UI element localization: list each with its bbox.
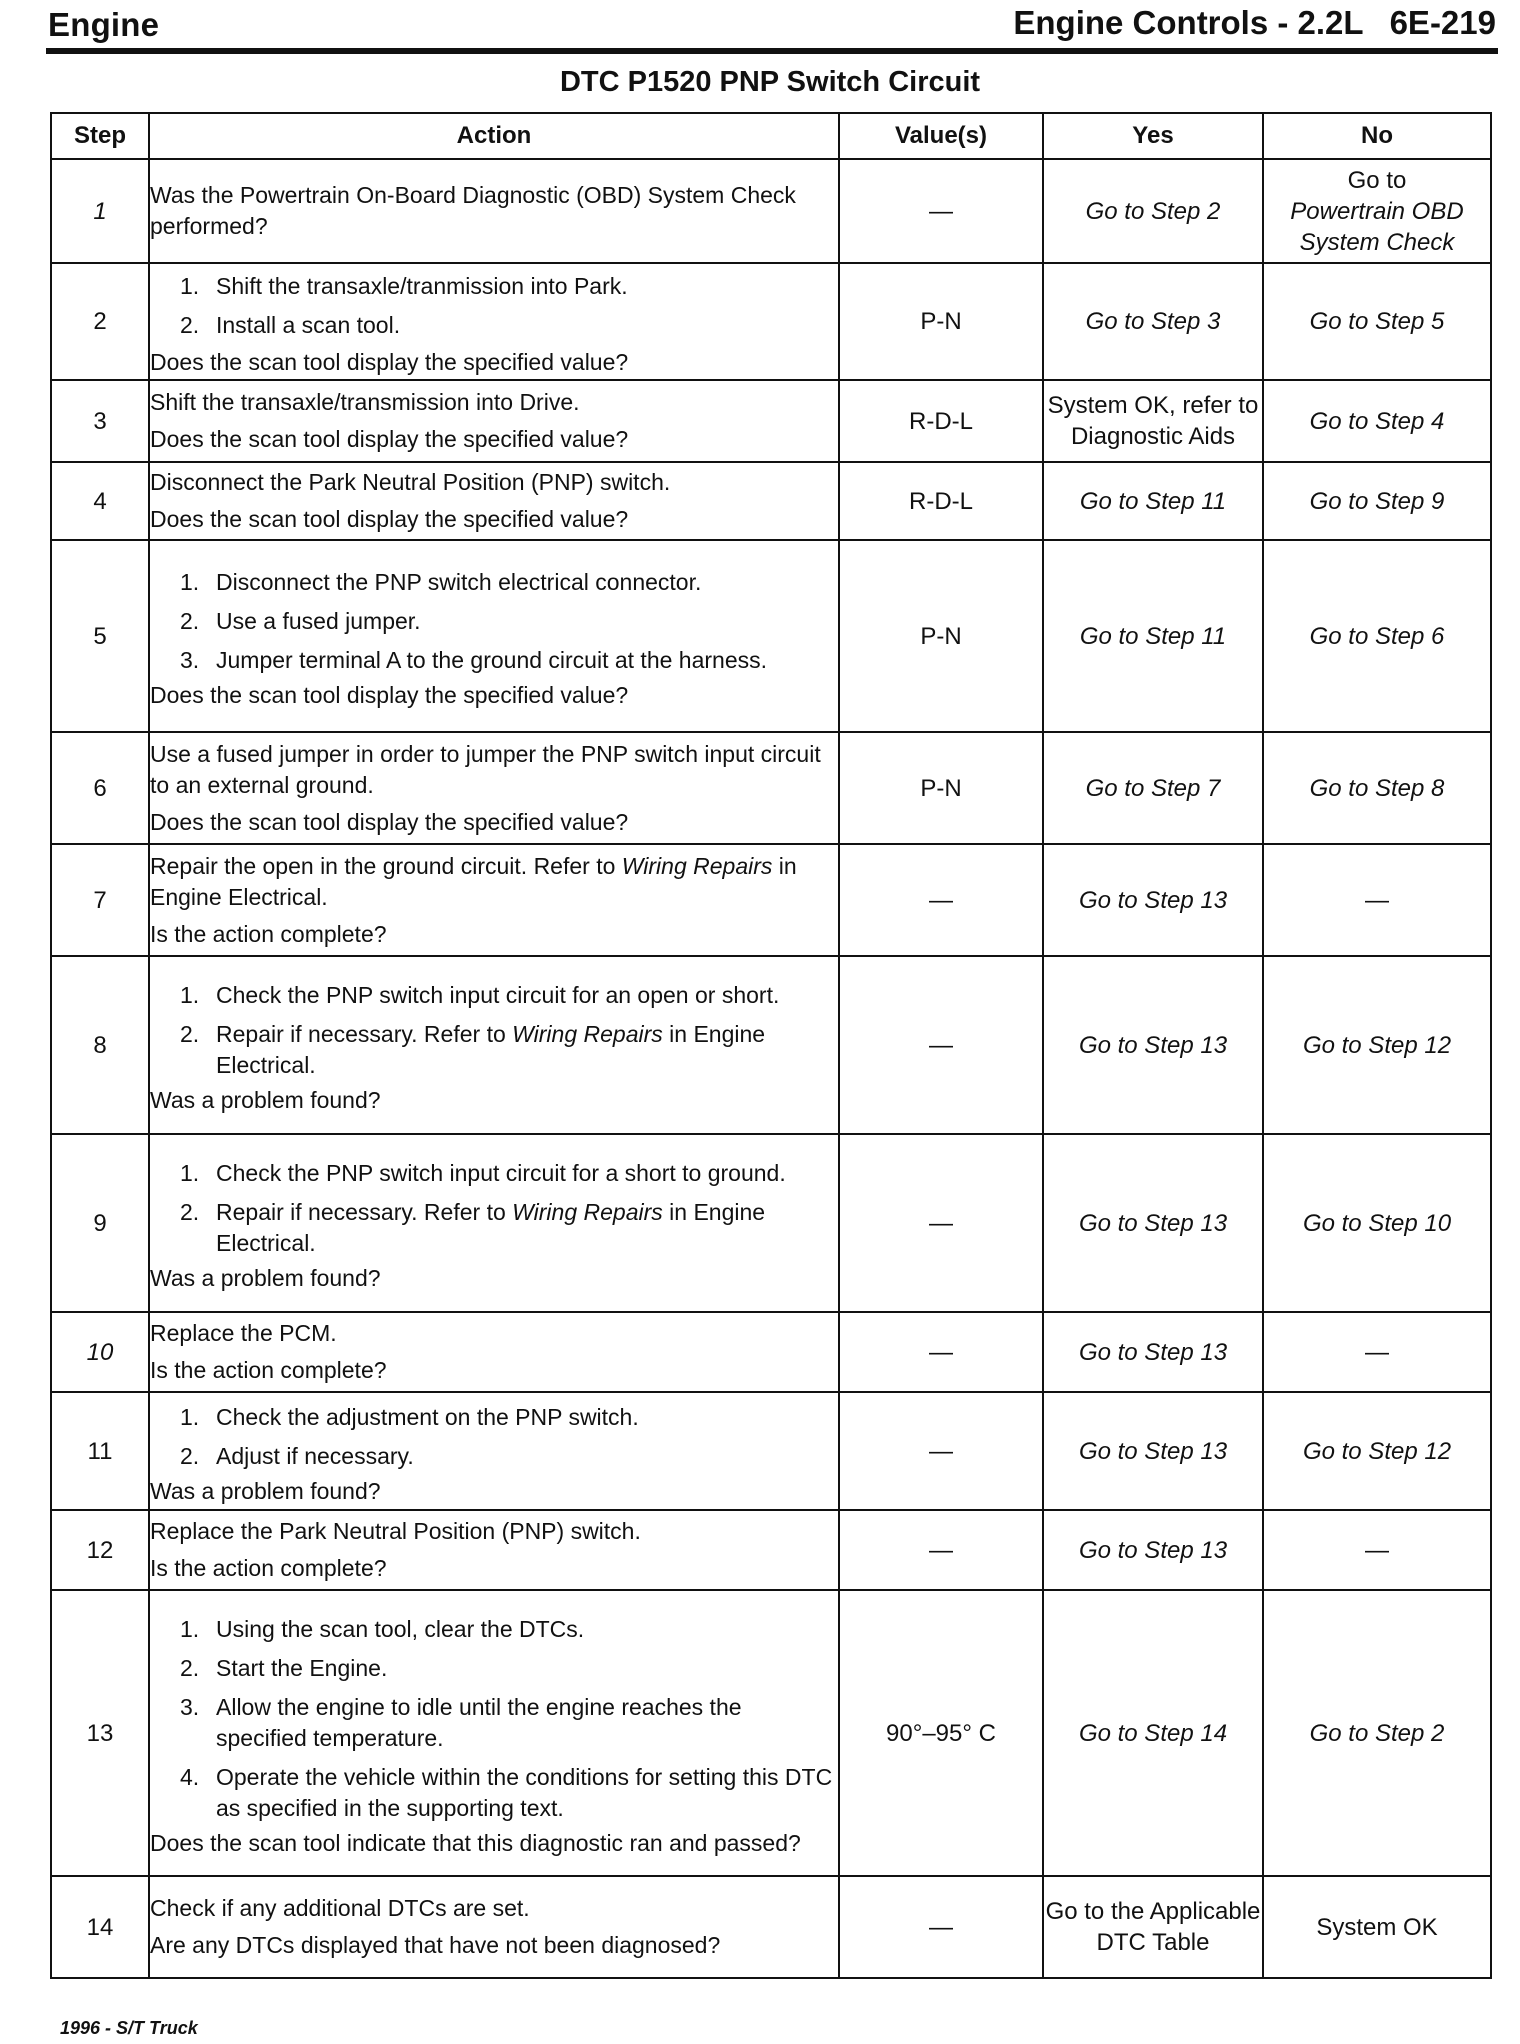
value-cell: P-N	[839, 540, 1043, 732]
step-number: 2	[51, 263, 149, 380]
no-cell: Go to Step 12	[1263, 956, 1491, 1134]
action-item: 2. Repair if necessary. Refer to Wiring Repairs in Engine Electrical.	[180, 1021, 766, 1078]
action-cell	[149, 1312, 839, 1392]
action-cell	[149, 1392, 839, 1510]
no-cell: Go to Step 9	[1263, 462, 1491, 540]
yes-cell: Go to Step 13	[1043, 956, 1263, 1134]
value-cell: —	[839, 1392, 1043, 1510]
col-no: No	[1263, 113, 1491, 159]
no-cell: Go to Step 10	[1263, 1134, 1491, 1312]
table-row	[51, 462, 1491, 540]
action-text: Shift the transaxle/transmission into Drive.	[150, 389, 580, 415]
table-row	[51, 732, 1491, 844]
action-cell	[149, 380, 839, 462]
action-item: 1. Shift the transaxle/tranmission into Park.	[180, 273, 628, 299]
action-question: Does the scan tool display the specified value?	[150, 682, 629, 708]
no-cell: Go to Step 12	[1263, 1392, 1491, 1510]
header-right	[1013, 4, 1496, 42]
value-cell: R-D-L	[839, 462, 1043, 540]
action-cell	[149, 1134, 839, 1312]
page-footer: 1996 - S/T Truck	[60, 2018, 198, 2038]
action-item: 1. Disconnect the PNP switch electrical connector.	[180, 569, 702, 595]
no-cell: Go to Step 2	[1263, 1590, 1491, 1876]
yes-cell: Go to Step 13	[1043, 1134, 1263, 1312]
action-text: Disconnect the Park Neutral Position (PNP) switch.	[150, 469, 671, 495]
action-item: 2. Adjust if necessary.	[180, 1442, 414, 1469]
yes-cell: Go to Step 3	[1043, 263, 1263, 380]
no-cell	[1263, 159, 1491, 263]
value-cell: R-D-L	[839, 380, 1043, 462]
step-number: 11	[51, 1392, 149, 1510]
step-number: 8	[51, 956, 149, 1134]
yes-cell: Go to Step 13	[1043, 1510, 1263, 1590]
action-text: Repair the open in the ground circuit. Refer to Wiring Repairs in Engine Electrical.	[150, 852, 797, 910]
action-item: 2. Repair if necessary. Refer to Wiring Repairs in Engine Electrical.	[180, 1199, 766, 1256]
no-cell: —	[1263, 1312, 1491, 1392]
yes-cell: System OK, refer to Diagnostic Aids	[1043, 380, 1263, 462]
value-cell: —	[839, 844, 1043, 956]
table-row	[51, 1312, 1491, 1392]
value-cell: P-N	[839, 732, 1043, 844]
action-item: 2. Start the Engine.	[180, 1654, 388, 1681]
step-number: 6	[51, 732, 149, 844]
value-cell: P-N	[839, 263, 1043, 380]
action-question: Was a problem found?	[150, 1087, 381, 1113]
step-number: 12	[51, 1510, 149, 1590]
table-row	[51, 380, 1491, 462]
table-row	[51, 1876, 1491, 1978]
action-item: 3. Jumper terminal A to the ground circuit at the harness.	[180, 647, 768, 673]
action-item: 2. Install a scan tool.	[180, 312, 401, 338]
value-cell: —	[839, 956, 1043, 1134]
no-cell: Go to Step 6	[1263, 540, 1491, 732]
no-cell: Go to Step 5	[1263, 263, 1491, 380]
action-item: 3. Allow the engine to idle until the engine reaches the specified temperature.	[180, 1693, 742, 1751]
action-question: Does the scan tool display the specified value?	[150, 808, 629, 835]
action-question: Was a problem found?	[150, 1265, 381, 1291]
col-step: Step	[51, 113, 149, 159]
no-ref: Powertrain OBD System Check	[1290, 197, 1464, 256]
value-cell: —	[839, 1134, 1043, 1312]
action-text: Check if any additional DTCs are set.	[150, 1895, 530, 1921]
value-cell: —	[839, 1510, 1043, 1590]
action-question: Is the action complete?	[150, 1555, 387, 1581]
action-cell	[149, 462, 839, 540]
action-cell	[149, 732, 839, 844]
yes-cell: Go to the Applicable DTC Table	[1043, 1876, 1263, 1978]
header-rule	[46, 48, 1498, 54]
diagnostic-table	[50, 112, 1492, 1979]
action-item: 1. Check the PNP switch input circuit for a short to ground.	[180, 1160, 786, 1186]
value-cell: —	[839, 1312, 1043, 1392]
yes-cell: Go to Step 2	[1043, 159, 1263, 263]
table-row	[51, 263, 1491, 380]
action-question: Does the scan tool display the specified value?	[150, 349, 629, 375]
step-number: 3	[51, 380, 149, 462]
yes-cell: Go to Step 13	[1043, 844, 1263, 956]
table-header-row	[51, 113, 1491, 159]
step-number: 1	[51, 159, 149, 263]
action-question: Does the scan tool indicate that this diagnostic ran and passed?	[150, 1829, 801, 1856]
table-row	[51, 844, 1491, 956]
action-cell	[149, 159, 839, 263]
step-number: 5	[51, 540, 149, 732]
yes-cell: Go to Step 11	[1043, 540, 1263, 732]
table-row	[51, 956, 1491, 1134]
yes-cell: Go to Step 11	[1043, 462, 1263, 540]
action-cell	[149, 844, 839, 956]
action-text: Use a fused jumper in order to jumper the PNP switch input circuit to an external ground.	[150, 740, 821, 798]
page-title: DTC P1520 PNP Switch Circuit	[559, 66, 981, 98]
no-go-to: Go to	[1347, 166, 1407, 194]
action-item: 1. Check the adjustment on the PNP switch.	[180, 1403, 639, 1430]
step-number: 4	[51, 462, 149, 540]
col-values: Value(s)	[839, 113, 1043, 159]
action-text: Replace the PCM.	[150, 1320, 337, 1346]
col-action: Action	[149, 113, 839, 159]
action-item: 4. Operate the vehicle within the conditions for setting this DTC as specified in the supporting text.	[180, 1763, 833, 1821]
table-row	[51, 1392, 1491, 1510]
yes-cell: Go to Step 13	[1043, 1392, 1263, 1510]
action-text: Replace the Park Neutral Position (PNP) switch.	[150, 1518, 641, 1544]
yes-cell: Go to Step 13	[1043, 1312, 1263, 1392]
action-text: Was the Powertrain On-Board Diagnostic (OBD) System Check performed?	[150, 182, 796, 239]
yes-cell: Go to Step 14	[1043, 1590, 1263, 1876]
action-cell	[149, 956, 839, 1134]
table-row	[51, 159, 1491, 263]
header-left: Engine	[48, 6, 160, 43]
value-cell: 90°–95° C	[839, 1590, 1043, 1876]
action-question: Are any DTCs displayed that have not been diagnosed?	[150, 1932, 721, 1958]
action-item: 1. Check the PNP switch input circuit for an open or short.	[180, 982, 780, 1008]
no-cell: System OK	[1263, 1876, 1491, 1978]
table-row	[51, 540, 1491, 732]
value-cell: —	[839, 159, 1043, 263]
header-section: Engine Controls - 2.2L	[1013, 4, 1364, 41]
step-number: 13	[51, 1590, 149, 1876]
no-cell: Go to Step 4	[1263, 380, 1491, 462]
action-question: Is the action complete?	[150, 1357, 387, 1383]
step-number: 7	[51, 844, 149, 956]
step-number: 10	[51, 1312, 149, 1392]
step-number: 14	[51, 1876, 149, 1978]
table-row	[51, 1590, 1491, 1876]
action-item: 1. Using the scan tool, clear the DTCs.	[180, 1615, 585, 1642]
step-number: 9	[51, 1134, 149, 1312]
action-question: Does the scan tool display the specified value?	[150, 506, 629, 532]
action-item: 2. Use a fused jumper.	[180, 608, 421, 634]
value-cell: —	[839, 1876, 1043, 1978]
no-cell: —	[1263, 1510, 1491, 1590]
action-cell	[149, 540, 839, 732]
action-question: Is the action complete?	[150, 920, 387, 947]
no-cell: —	[1263, 844, 1491, 956]
action-cell	[149, 263, 839, 380]
action-question: Was a problem found?	[150, 1477, 381, 1504]
header-page-number: 6E-219	[1389, 4, 1496, 41]
col-yes: Yes	[1043, 113, 1263, 159]
yes-cell: Go to Step 7	[1043, 732, 1263, 844]
table-row	[51, 1134, 1491, 1312]
action-cell	[149, 1590, 839, 1876]
no-cell: Go to Step 8	[1263, 732, 1491, 844]
action-question: Does the scan tool display the specified value?	[150, 426, 629, 452]
action-cell	[149, 1510, 839, 1590]
table-row	[51, 1510, 1491, 1590]
action-cell	[149, 1876, 839, 1978]
